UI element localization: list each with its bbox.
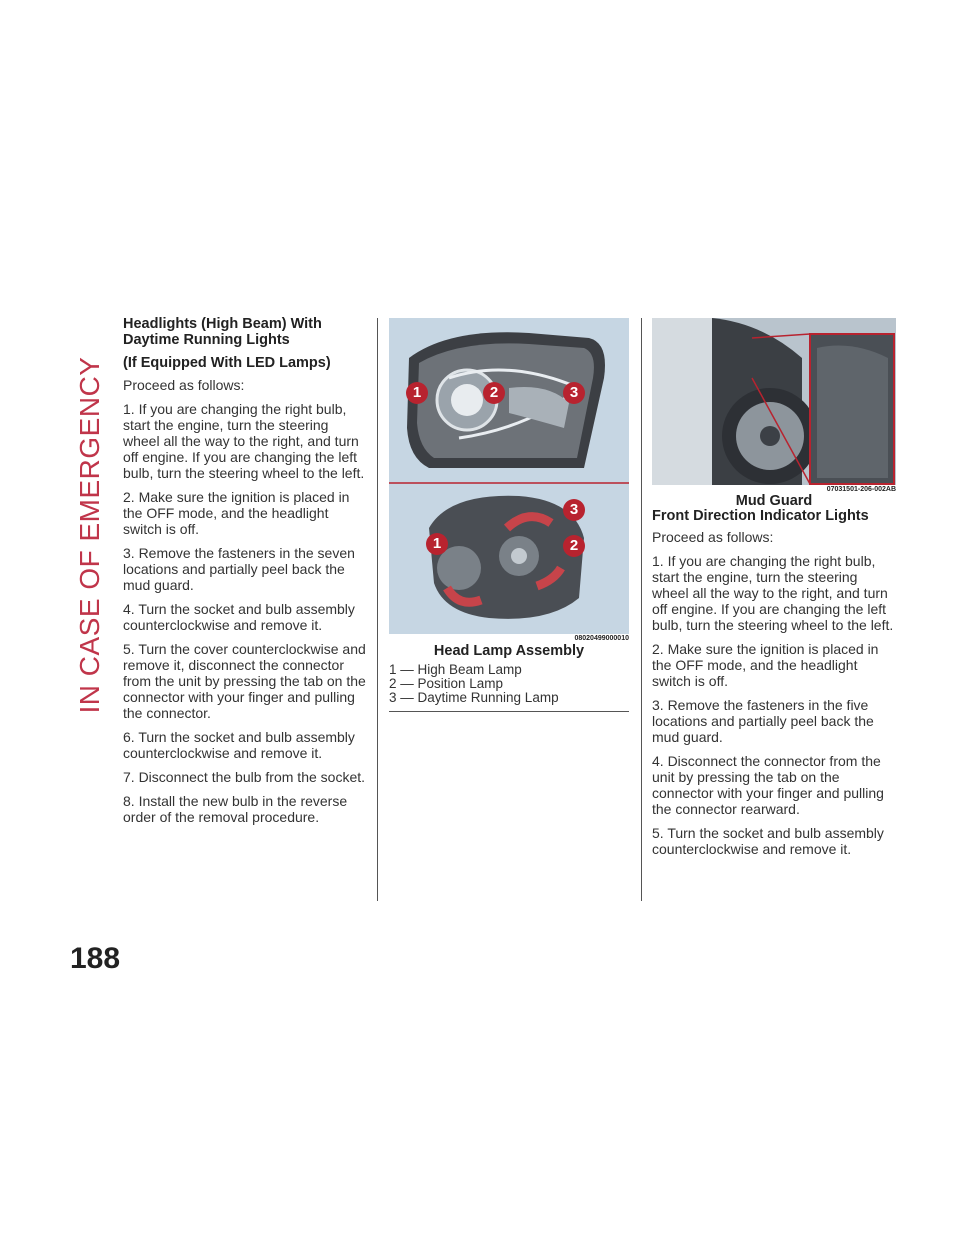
figure-code: 08020499000010 (574, 635, 629, 642)
figure-title: Mud Guard (735, 493, 813, 509)
callout-1: 1 (432, 535, 442, 552)
legend-item: 2 — Position Lamp (389, 676, 504, 691)
step-4: 4. Disconnect the connector from the unit by pressing the tab on the connector with your finger and pulling the connector rearward. (652, 753, 884, 817)
step-2: 2. Make sure the ignition is placed in the OFF mode, and the headlight switch is off. (123, 489, 350, 537)
direction-indicator-section (652, 508, 896, 857)
page-number: 188 (70, 942, 121, 975)
mud-guard-image (652, 318, 896, 485)
headlights-section (123, 316, 367, 825)
head-lamp-image (389, 318, 629, 634)
step-1: 1. If you are changing the right bulb, start the engine, turn the steering wheel all the way to the right, and turn off engine. If you are changing the left bulb, turn the steering wheel to the left. (652, 553, 894, 633)
mud-guard-illustration (652, 318, 896, 485)
callout-1: 1 (412, 384, 422, 401)
legend-item: 3 — Daytime Running Lamp (389, 690, 559, 705)
section-title: IN CASE OF EMERGENCY (74, 356, 105, 714)
step-3: 3. Remove the fasteners in the seven locations and partially peel back the mud guard. (123, 545, 355, 593)
step-5: 5. Turn the socket and bulb assembly counterclockwise and remove it. (652, 825, 884, 857)
figure-legend (389, 663, 629, 705)
callout-overlay (389, 318, 629, 634)
callout-3: 3 (569, 384, 579, 401)
section-subheading: (If Equipped With LED Lamps) (123, 355, 331, 371)
intro-text: Proceed as follows: (123, 377, 245, 393)
mud-guard-figure (652, 318, 896, 509)
step-3: 3. Remove the fasteners in the five locations and partially peel back the mud guard. (652, 697, 874, 745)
legend-item: 1 — High Beam Lamp (389, 662, 522, 677)
section-heading: Headlights (High Beam) With Daytime Running Lights (123, 316, 322, 348)
figure-title: Head Lamp Assembly (433, 643, 585, 659)
column-divider (641, 318, 642, 901)
step-5: 5. Turn the cover counterclockwise and remove it, disconnect the connector from the unit by pressing the tab on the connector with your finger and pulling the connector. (123, 641, 366, 721)
step-2: 2. Make sure the ignition is placed in the OFF mode, and the headlight switch is off. (652, 641, 879, 689)
callout-2: 2 (569, 537, 579, 554)
column-divider (377, 318, 378, 901)
callout-3: 3 (569, 501, 579, 518)
intro-text: Proceed as follows: (652, 529, 774, 545)
step-6: 6. Turn the socket and bulb assembly counterclockwise and remove it. (123, 729, 355, 761)
step-4: 4. Turn the socket and bulb assembly counterclockwise and remove it. (123, 601, 355, 633)
section-side-tab (70, 310, 110, 760)
figure-code: 07031501-206-002AB (826, 486, 896, 493)
legend-rule (389, 711, 629, 712)
head-lamp-figure (389, 318, 629, 712)
step-1: 1. If you are changing the right bulb, start the engine, turn the steering wheel all the way to the right, and turn off engine. If you are changing the left bulb, turn the steering wheel to the left. (123, 401, 365, 481)
section-heading: Front Direction Indicator Lights (652, 508, 869, 524)
step-7: 7. Disconnect the bulb from the socket. (123, 769, 366, 785)
callout-2: 2 (489, 384, 499, 401)
step-8: 8. Install the new bulb in the reverse order of the removal procedure. (123, 793, 348, 825)
